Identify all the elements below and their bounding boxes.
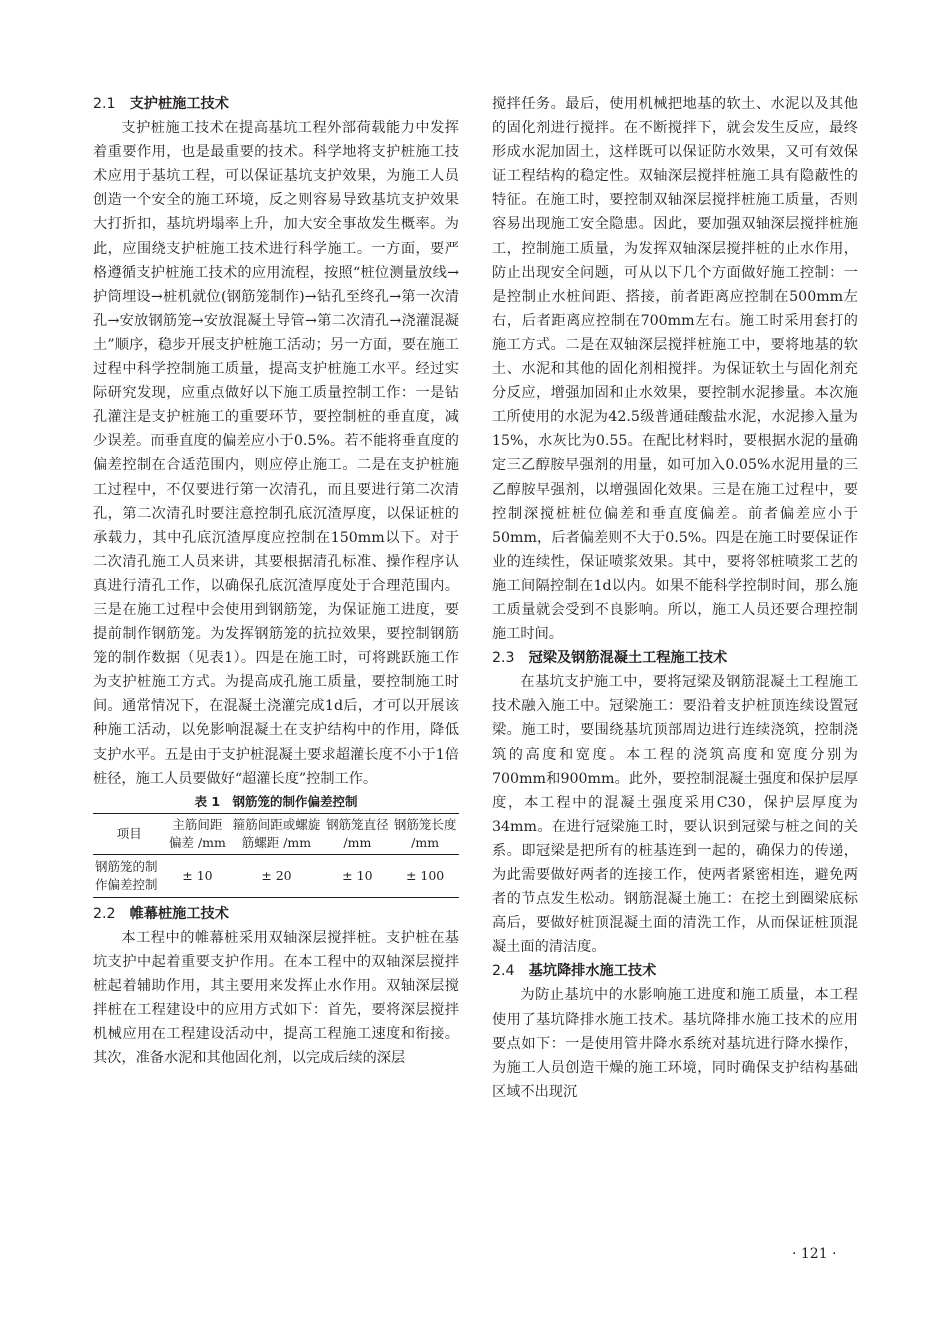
table-cell: 钢筋笼的制作偏差控制 — [95, 858, 158, 892]
section-2-2-paragraph: 本工程中的帷幕桩采用双轴深层搅拌桩。支护桩在基坑支护中起着重要支护作用。在本工程中的双轴深层搅拌桩起着辅助作用，其主要用来发挥止水作用。双轴深层搅拌桩在工程建设中的应用方式如下：首先，要将深层搅拌机械应用在工程建设活动中，提高工程施工速度和衔接。其次，准备水泥和其他固化剂，以完成后续的深层 — [93, 929, 459, 1067]
table-header-cell: 项目 — [93, 813, 165, 854]
table-header-cell: 主筋间距偏差 /mm — [165, 813, 229, 854]
section-number: 2.1 — [93, 96, 116, 112]
table-header-cell: 钢筋笼长度 /mm — [391, 813, 459, 854]
section-number: 2.3 — [492, 650, 515, 667]
section-2-4-heading — [492, 959, 858, 983]
table-cell: ± 20 — [261, 867, 292, 883]
table-caption: 表 1 钢筋笼的制作偏差控制 — [194, 793, 358, 809]
page-number: · 121 · — [792, 1246, 837, 1262]
table-cell: ± 10 — [182, 867, 213, 883]
section-2-4-paragraph: 为防止基坑中的水影响施工进度和施工质量，本工程使用了基坑降排水施工技术。基坑降排水施工技术的应用要点如下：一是使用管井降水系统对基坑进行降水操作，为施工人员创造干燥的施工环境，同时确保支护结构基础区域不出现沉 — [492, 987, 858, 1100]
table-row — [93, 854, 459, 897]
table-header-row — [93, 813, 459, 854]
section-title: 冠梁及钢筋混凝土工程施工技术 — [528, 650, 728, 667]
table-header-cell: 钢筋笼直径 /mm — [323, 813, 391, 854]
section-title: 基坑降排水施工技术 — [528, 963, 657, 980]
table-header-cell: 箍筋间距或螺旋筋螺距 /mm — [229, 813, 323, 854]
section-2-3-heading — [492, 646, 858, 670]
section-title: 帷幕桩施工技术 — [129, 905, 229, 922]
right-column — [492, 92, 858, 1104]
section-title: 支护桩施工技术 — [129, 96, 229, 112]
left-column — [93, 92, 459, 1070]
section-2-1-heading — [93, 92, 459, 116]
section-2-3-paragraph: 在基坑支护施工中，要将冠梁及钢筋混凝土工程施工技术融入施工中。冠梁施工：要沿着支护桩顶连续设置冠梁。施工时，要围绕基坑顶部周边进行连续浇筑，控制浇筑的高度和宽度。本工程的浇筑高度和宽度分别为700mm和900mm。此外，要控制混凝土强度和保护层厚度，本工程中的混凝土强度采用C30，保护层厚度为34mm。在进行冠梁施工时，要认识到冠梁与桩之间的关系。即冠梁是把所有的桩基连到一起的，确保力的传递，为此需要做好两者的连接工作，使两者紧密相连，避免两者的节点发生松动。钢筋混凝土施工：在挖土到圈梁底标高后，要做好桩顶混凝土面的清洗工作，从而保证桩顶混凝土面的清洁度。 — [492, 674, 858, 956]
deviation-table — [93, 813, 459, 898]
section-number: 2.2 — [93, 905, 116, 922]
section-number: 2.4 — [492, 963, 515, 980]
section-2-2-heading — [93, 902, 459, 926]
section-2-1-paragraph: 支护桩施工技术在提高基坑工程外部荷载能力中发挥着重要作用，也是最重要的技术。科学地将支护桩施工技术应用于基坑工程，可以保证基坑支护效果，为施工人员创造一个安全的施工环境，反之则容易导致基坑支护效果大打折扣，基坑坍塌率上升，加大安全事故发生概率。为此，应围绕支护桩施工技术进行科学施工。一方面，要严格遵循支护桩施工技术的应用流程，按照“桩位测量放线→护筒埋设→桩机就位(钢筋笼制作)→钻孔至终孔→第一次清孔→安放钢筋笼→安放混凝土导管→第二次清孔→浇灌混凝土”顺序，稳步开展支护桩施工活动；另一方面，要在施工过程中科学控制施工质量，提高支护桩施工水平。经过实际研究发现，应重点做好以下施工质量控制工作：一是钻孔灌注是支护桩施工的重要环节，要控制桩的垂直度，减少误差。而垂直度的偏差应小于0.5%。若不能将垂直度的偏差控制在合适范围内，则应停止施工。二是在支护桩施工过程中，不仅要进行第一次清孔，而且要进行第二次清孔，第二次清孔时要注意控制孔底沉渣厚度，以保证桩的承载力，其中孔底沉渣厚度应控制在150mm以下。对于二次清孔施工人员来讲，其要根据清孔标准、操作程序认真进行清孔工作，以确保孔底沉渣厚度处于合理范围内。三是在施工过程中会使用到钢筋笼，为保证施工进度，要提前制作钢筋笼。为发挥钢筋笼的抗拉效果，要控制钢筋笼的制作数据（见表1）。四是在施工时，可将跳跃施工作为支护桩施工方式。为提高成孔施工质量，要控制施工时间。通常情况下，在混凝土浇灌完成1d后，才可以开展该种施工活动，以免影响混凝土在支护结构中的作用，降低支护水平。五是由于支护桩混凝土要求超灌长度不小于1倍桩径，施工人员要做好“超灌长度”控制工作。 — [93, 120, 459, 787]
section-2-2-continuation: 搅拌任务。最后，使用机械把地基的软土、水泥以及其他的固化剂进行搅拌。在不断搅拌下，就会发生反应，最终形成水泥加固土，这样既可以保证防水效果，又可有效保证工程结构的稳定性。双轴深层搅拌桩施工具有隐蔽性的特征。在施工时，要控制双轴深层搅拌桩施工质量，否则容易出现施工安全隐患。因此，要加强双轴深层搅拌桩施工，控制施工质量，为发挥双轴深层搅拌桩的止水作用，防止出现安全问题，可从以下几个方面做好施工控制：一是控制止水桩间距、搭接，前者距离应控制在500mm左右，后者距离应控制在700mm左右。施工时采用套打的施工方式。二是在双轴深层搅拌桩施工中，要将地基的软土、水泥和其他的固化剂相搅拌。为保证软土与固化剂充分反应，增强加固和止水效果，要控制水泥掺量。本次施工所使用的水泥为42.5级普通硅酸盐水泥，水泥掺入量为15%，水灰比为0.55。在配比材料时，要根据水泥的量确定三乙醇胺早强剂的用量，如可加入0.05%水泥用量的三乙醇胺早强剂，以增强固化效果。三是在施工过程中，要控制深搅桩桩位偏差和垂直度偏差。前者偏差应小于50mm，后者偏差则不大于0.5%。四是在施工时要保证作业的连续性，保证喷浆效果。其中，要将邻桩喷浆工艺的施工间隔控制在1d以内。如果不能科学控制时间，那么施工质量就会受到不良影响。所以，施工人员还要合理控制施工时间。 — [492, 96, 858, 643]
table-cell: ± 100 — [405, 867, 445, 883]
table-cell: ± 10 — [342, 867, 373, 883]
